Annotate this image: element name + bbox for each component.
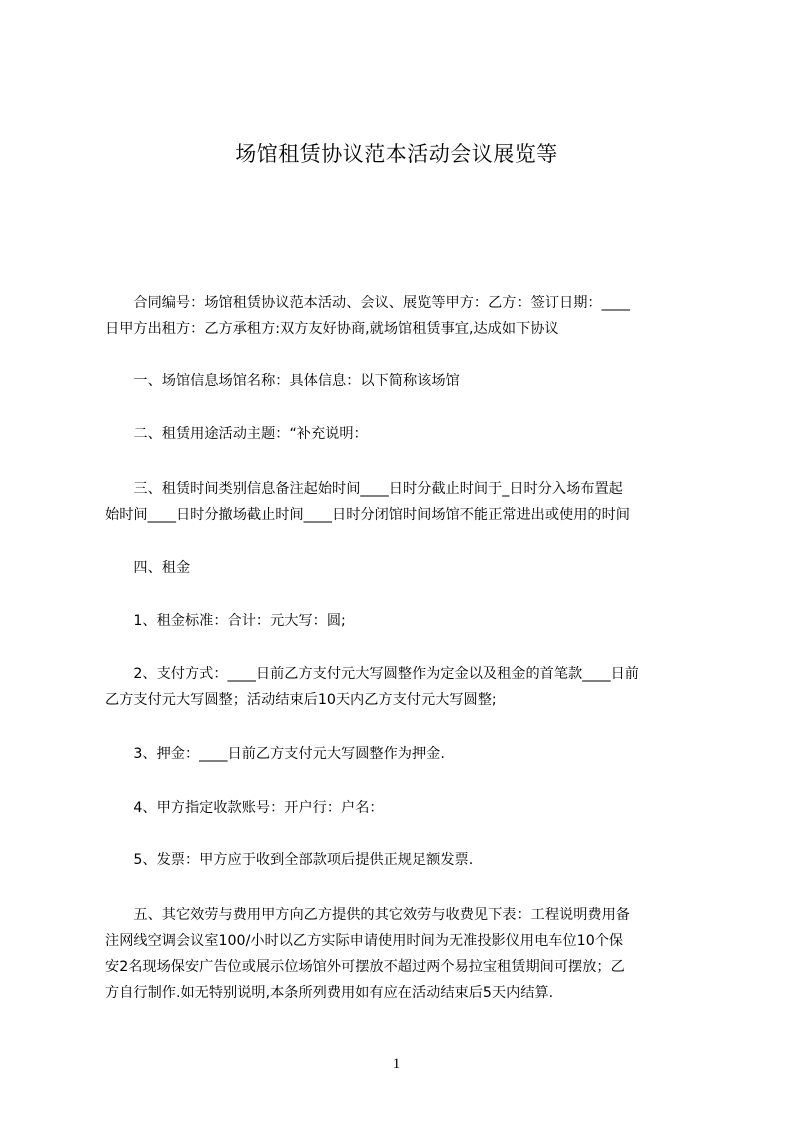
text-line: 始时间____日时分撤场截止时间____日时分闭馆时间场馆不能正常进出或使用的时间 <box>105 507 630 523</box>
section-3-paragraph <box>105 476 705 528</box>
text-line: 三、租赁时间类别信息备注起始时间____日时分截止时间于_日时分入场布置起 <box>105 481 623 497</box>
section-heading: 二、租赁用途活动主题：“补充说明： <box>105 426 368 442</box>
text-line: 安2名现场保安广告位或展示位场馆外可摆放不超过两个易拉宝租赁期间可摆放；乙 <box>105 959 625 975</box>
deposit-paragraph <box>105 741 705 767</box>
section-heading: 一、场馆信息场馆名称：具体信息：以下简称该场馆 <box>105 373 460 389</box>
section-4-paragraph <box>105 555 705 581</box>
text-line: 方自行制作.如无特别说明,本条所列费用如有应在活动结束后5天内结算. <box>105 985 554 1001</box>
text-line: 4、甲方指定收款账号：开户行：户名： <box>105 800 384 816</box>
rent-standard-paragraph <box>105 608 705 634</box>
text-line: 五、其它效劳与费用甲方向乙方提供的其它效劳与收费见下表：工程说明费用备 <box>105 907 630 923</box>
invoice-paragraph <box>105 847 705 873</box>
preamble-paragraph <box>105 290 705 342</box>
text-line: 5、发票：甲方应于收到全部款项后提供正规足额发票. <box>105 852 474 868</box>
text-line: 合同编号：场馆租赁协议范本活动、会议、展览等甲方：乙方：签订日期：____ <box>105 295 630 311</box>
text-line: 乙方支付元大写圆整；活动结束后10天内乙方支付元大写圆整; <box>105 692 497 708</box>
bank-account-paragraph <box>105 795 705 821</box>
section-heading: 四、租金 <box>105 560 191 576</box>
text-line: 3、押金：____日前乙方支付元大写圆整作为押金. <box>105 746 445 762</box>
document-title: 场馆租赁协议范本活动会议展览等 <box>235 142 558 166</box>
text-line: 1、租金标准：合计：元大写：圆; <box>105 613 346 629</box>
text-line: 2、支付方式：____日前乙方支付元大写圆整作为定金以及租金的首笔款____日前 <box>105 666 639 682</box>
section-5-paragraph <box>105 902 705 1006</box>
payment-method-paragraph <box>105 661 705 713</box>
section-1-paragraph <box>105 368 705 394</box>
text-line: 注网线空调会议室100/小时以乙方实际申请使用时间为无准投影仪用电车位10个保 <box>105 933 624 949</box>
section-2-paragraph <box>105 421 705 447</box>
page-number: 1 <box>392 1056 401 1072</box>
text-line: 日甲方出租方：乙方承租方:双方友好协商,就场馆租赁事宜,达成如下协议 <box>105 321 559 337</box>
